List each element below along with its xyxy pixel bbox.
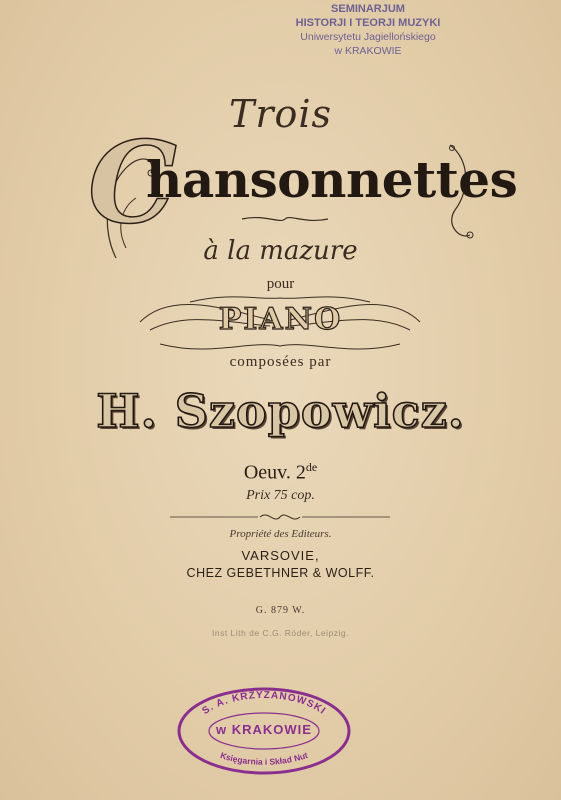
stamp-line-4: w KRAKOWIE bbox=[334, 45, 402, 57]
title-initial-c: C bbox=[88, 118, 178, 249]
stamp-center-text: w KRAKOWIE bbox=[216, 722, 312, 737]
stamp-line-2: HISTORJI I TEORJI MUZYKI bbox=[295, 17, 441, 29]
lithographer-credit: Inst Lith de C.G. Röder, Leipzig. bbox=[212, 628, 349, 638]
title-instrument: PIANO bbox=[218, 302, 343, 337]
title-pour: pour bbox=[266, 276, 295, 292]
stamp-line-1: SEMINARJUM bbox=[331, 3, 405, 15]
library-stamp bbox=[268, 2, 468, 58]
ornament-divider-2-icon bbox=[170, 510, 390, 524]
stamp-arc-top: S. A. KRZYŻANOWSKI bbox=[200, 689, 328, 718]
stamp-arc-bottom: Księgarnia i Skład Nut bbox=[219, 750, 309, 767]
price: Prix 75 cop. bbox=[246, 488, 315, 503]
bookseller-stamp bbox=[176, 686, 352, 776]
publisher-city: VARSOVIE, bbox=[241, 548, 320, 563]
ornament-divider-1-icon bbox=[240, 212, 330, 226]
title-composees: composées par bbox=[229, 354, 332, 370]
stamp-line-3: Uniwersytetu Jagiellońskiego bbox=[300, 31, 436, 43]
publisher-name: CHEZ GEBETHNER & WOLFF. bbox=[186, 566, 375, 580]
opus-number bbox=[0, 460, 561, 485]
opus-label: Oeuv. 2 bbox=[243, 461, 306, 484]
svg-text:Księgarnia i Skład Nut bbox=[219, 750, 309, 767]
title-mazure: à la mazure bbox=[203, 236, 358, 266]
composer-name: H. Szopowicz. bbox=[96, 384, 465, 438]
plate-number: G. 879 W. bbox=[255, 605, 306, 616]
title-chansonnettes bbox=[88, 118, 518, 249]
title-trois: Trois bbox=[228, 92, 333, 136]
title-chansonnettes-rest: hansonnettes bbox=[146, 150, 518, 209]
opus-suffix: de bbox=[305, 460, 318, 474]
publisher-rights: Propriété des Editeurs. bbox=[229, 528, 332, 540]
